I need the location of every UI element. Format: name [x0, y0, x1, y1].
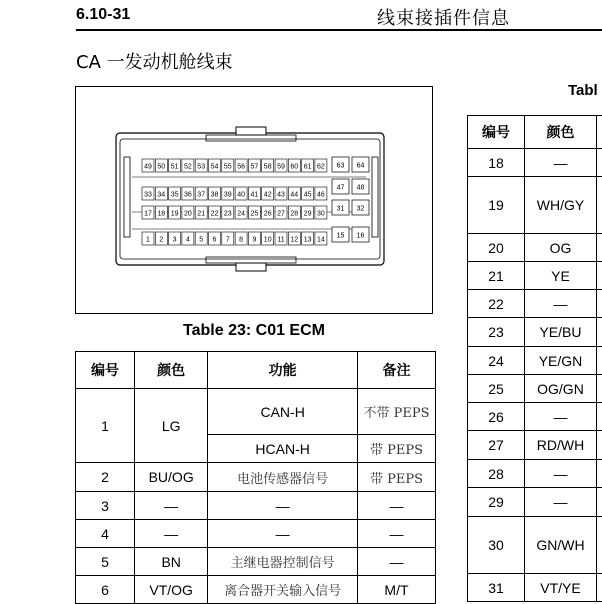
wire-color: YE/GN — [525, 347, 597, 375]
pin-label: 59 — [277, 163, 285, 171]
table-row — [76, 492, 436, 520]
pin-label: 27 — [277, 210, 285, 218]
pin-label: 47 — [336, 184, 345, 192]
pin-number: 2 — [76, 463, 135, 492]
table-row — [468, 431, 602, 460]
cut-cell — [596, 431, 602, 460]
bottom-latch — [236, 263, 266, 271]
ecm-pin-table-continued — [467, 115, 602, 602]
pin-number: 20 — [468, 234, 525, 262]
pin-number: 30 — [468, 517, 525, 574]
pin-label: 21 — [197, 210, 206, 218]
wire-color: LG — [134, 389, 207, 463]
wire-color: VT/OG — [134, 576, 207, 604]
pin-label: 25 — [250, 210, 259, 218]
pin-label: 39 — [223, 191, 232, 199]
table-row — [468, 488, 602, 517]
pin-label: 45 — [303, 191, 312, 199]
pin-function: CAN-H — [208, 389, 358, 435]
pin-label: 64 — [356, 162, 365, 170]
pin-number: 22 — [468, 290, 525, 318]
pin-label: 2 — [159, 236, 164, 244]
pin-note: 带 PEPS — [357, 435, 435, 463]
pin-label: 10 — [263, 236, 272, 244]
header-note: 备注 — [357, 352, 435, 389]
connector-drawing — [76, 87, 434, 315]
header-cut — [596, 116, 602, 149]
cut-cell — [596, 375, 602, 403]
pin-label: 36 — [184, 191, 192, 199]
header-color: 颜色 — [525, 116, 597, 149]
pin-label: 5 — [199, 236, 204, 244]
pin-label: 13 — [303, 236, 312, 244]
wire-color: BU/OG — [134, 463, 207, 492]
pin-label: 29 — [303, 210, 312, 218]
pin-label: 15 — [336, 232, 345, 240]
pin-note: — — [357, 492, 435, 520]
pin-label: 16 — [356, 232, 365, 240]
pin-label: 6 — [212, 236, 217, 244]
pin-function: HCAN-H — [208, 435, 358, 463]
page-number: 6.10-31 — [76, 6, 131, 23]
cut-cell — [596, 290, 602, 318]
pin-label: 52 — [184, 163, 192, 171]
wire-color: RD/WH — [525, 431, 597, 460]
pin-number: 23 — [468, 318, 525, 347]
cut-cell — [596, 460, 602, 488]
table-row — [468, 460, 602, 488]
pin-label: 33 — [144, 191, 152, 199]
table-row — [468, 375, 602, 403]
pin-label: 55 — [223, 163, 232, 171]
pin-label: 54 — [210, 163, 219, 171]
pin-label: 32 — [356, 205, 365, 213]
pin-number: 6 — [76, 576, 135, 604]
pin-label: 42 — [263, 191, 272, 199]
table-row — [468, 290, 602, 318]
wire-color: YE — [525, 262, 597, 290]
pin-label: 19 — [170, 210, 179, 218]
wire-color: — — [525, 460, 597, 488]
table-row — [468, 262, 602, 290]
header-rule — [76, 29, 602, 31]
cut-cell — [596, 234, 602, 262]
pin-label: 61 — [303, 163, 312, 171]
table-row — [468, 318, 602, 347]
pin-label: 18 — [157, 210, 166, 218]
pin-label: 48 — [356, 184, 365, 192]
table-row — [76, 389, 436, 435]
pin-note: 带 PEPS — [357, 463, 435, 492]
table-row — [468, 149, 602, 177]
wire-color: WH/GY — [525, 177, 597, 234]
pin-label: 7 — [225, 236, 230, 244]
pin-function: 电池传感器信号 — [208, 463, 358, 492]
pin-label: 63 — [336, 162, 345, 170]
cut-cell — [596, 318, 602, 347]
pin-label: 53 — [197, 163, 206, 171]
pin-label: 37 — [197, 191, 206, 199]
table-row — [468, 347, 602, 375]
pin-label: 56 — [237, 163, 245, 171]
cut-cell — [596, 403, 602, 431]
wire-color: OG — [525, 234, 597, 262]
cut-cell — [596, 488, 602, 517]
table-row — [76, 548, 436, 576]
pin-label: 62 — [317, 163, 325, 171]
pin-function: — — [208, 520, 358, 548]
wire-color: YE/BU — [525, 318, 597, 347]
pin-label: 8 — [239, 236, 244, 244]
table-row — [468, 234, 602, 262]
connector-diagram — [75, 86, 433, 314]
wire-color: — — [525, 290, 597, 318]
wire-color: — — [525, 488, 597, 517]
pin-label: 4 — [185, 236, 190, 244]
pin-number: 3 — [76, 492, 135, 520]
wire-color: VT/YE — [525, 574, 597, 602]
pin-note: 不带 PEPS — [357, 389, 435, 435]
wire-color: — — [134, 520, 207, 548]
table-row — [76, 463, 436, 492]
cut-cell — [596, 149, 602, 177]
pin-function: 离合器开关输入信号 — [208, 576, 358, 604]
pin-label: 34 — [157, 191, 166, 199]
header-number: 编号 — [468, 116, 525, 149]
pin-label: 44 — [290, 191, 299, 199]
pin-label: 31 — [336, 205, 345, 213]
pin-label: 40 — [237, 191, 245, 199]
table-row — [76, 520, 436, 548]
right-table-caption: Tabl — [568, 82, 598, 99]
pin-number: 5 — [76, 548, 135, 576]
pin-label: 1 — [146, 236, 150, 244]
pin-label: 23 — [223, 210, 232, 218]
pin-note: M/T — [357, 576, 435, 604]
pin-label: 28 — [290, 210, 299, 218]
pin-label: 11 — [277, 236, 285, 244]
pin-number: 31 — [468, 574, 525, 602]
pin-label: 9 — [252, 236, 257, 244]
cut-cell — [596, 574, 602, 602]
pin-label: 58 — [263, 163, 272, 171]
top-latch — [236, 127, 266, 135]
cut-cell — [596, 262, 602, 290]
table-header-row — [468, 116, 602, 149]
wire-color: OG/GN — [525, 375, 597, 403]
pin-label: 46 — [317, 191, 325, 199]
pin-label: 50 — [157, 163, 166, 171]
pin-note: — — [357, 520, 435, 548]
table-row — [76, 576, 436, 604]
wire-color: — — [525, 149, 597, 177]
header-number: 编号 — [76, 352, 135, 389]
header-function: 功能 — [208, 352, 358, 389]
cut-cell — [596, 347, 602, 375]
wire-color: — — [525, 403, 597, 431]
pin-label: 14 — [317, 236, 325, 244]
page-header-title: 线束接插件信息 — [377, 8, 510, 29]
pin-number: 28 — [468, 460, 525, 488]
wire-color: BN — [134, 548, 207, 576]
pin-number: 21 — [468, 262, 525, 290]
section-title: CA 一发动机舱线束 — [76, 52, 233, 73]
wire-color: — — [134, 492, 207, 520]
pin-number: 4 — [76, 520, 135, 548]
pin-note: — — [357, 548, 435, 576]
pin-label: 22 — [210, 210, 219, 218]
pin-label: 57 — [250, 163, 259, 171]
pin-number: 18 — [468, 149, 525, 177]
table-row — [468, 574, 602, 602]
pin-label: 43 — [277, 191, 285, 199]
cut-cell — [596, 517, 602, 574]
pin-label: 12 — [290, 236, 299, 244]
header-color: 颜色 — [134, 352, 207, 389]
pin-function: 主继电器控制信号 — [208, 548, 358, 576]
pin-label: 49 — [144, 163, 152, 171]
pin-number: 1 — [76, 389, 135, 463]
wire-color: GN/WH — [525, 517, 597, 574]
pin-label: 26 — [263, 210, 272, 218]
table-row — [468, 517, 602, 574]
pin-label: 38 — [210, 191, 219, 199]
pin-number: 19 — [468, 177, 525, 234]
pin-label: 51 — [170, 163, 179, 171]
pin-number: 25 — [468, 375, 525, 403]
pin-label: 30 — [317, 210, 325, 218]
pin-number: 26 — [468, 403, 525, 431]
table-row — [468, 403, 602, 431]
pin-label: 20 — [184, 210, 192, 218]
pin-label: 3 — [172, 236, 177, 244]
pin-number: 29 — [468, 488, 525, 517]
pin-label: 35 — [170, 191, 179, 199]
table-row — [468, 177, 602, 234]
pin-label: 17 — [144, 210, 152, 218]
ecm-pin-table — [75, 351, 436, 604]
table-header-row — [76, 352, 436, 389]
pin-label: 60 — [290, 163, 299, 171]
pin-function: — — [208, 492, 358, 520]
pin-number: 27 — [468, 431, 525, 460]
pin-label: 41 — [250, 191, 259, 199]
pin-label: 24 — [237, 210, 245, 218]
left-table-caption: Table 23: C01 ECM — [183, 322, 325, 339]
pin-number: 24 — [468, 347, 525, 375]
cut-cell — [596, 177, 602, 234]
